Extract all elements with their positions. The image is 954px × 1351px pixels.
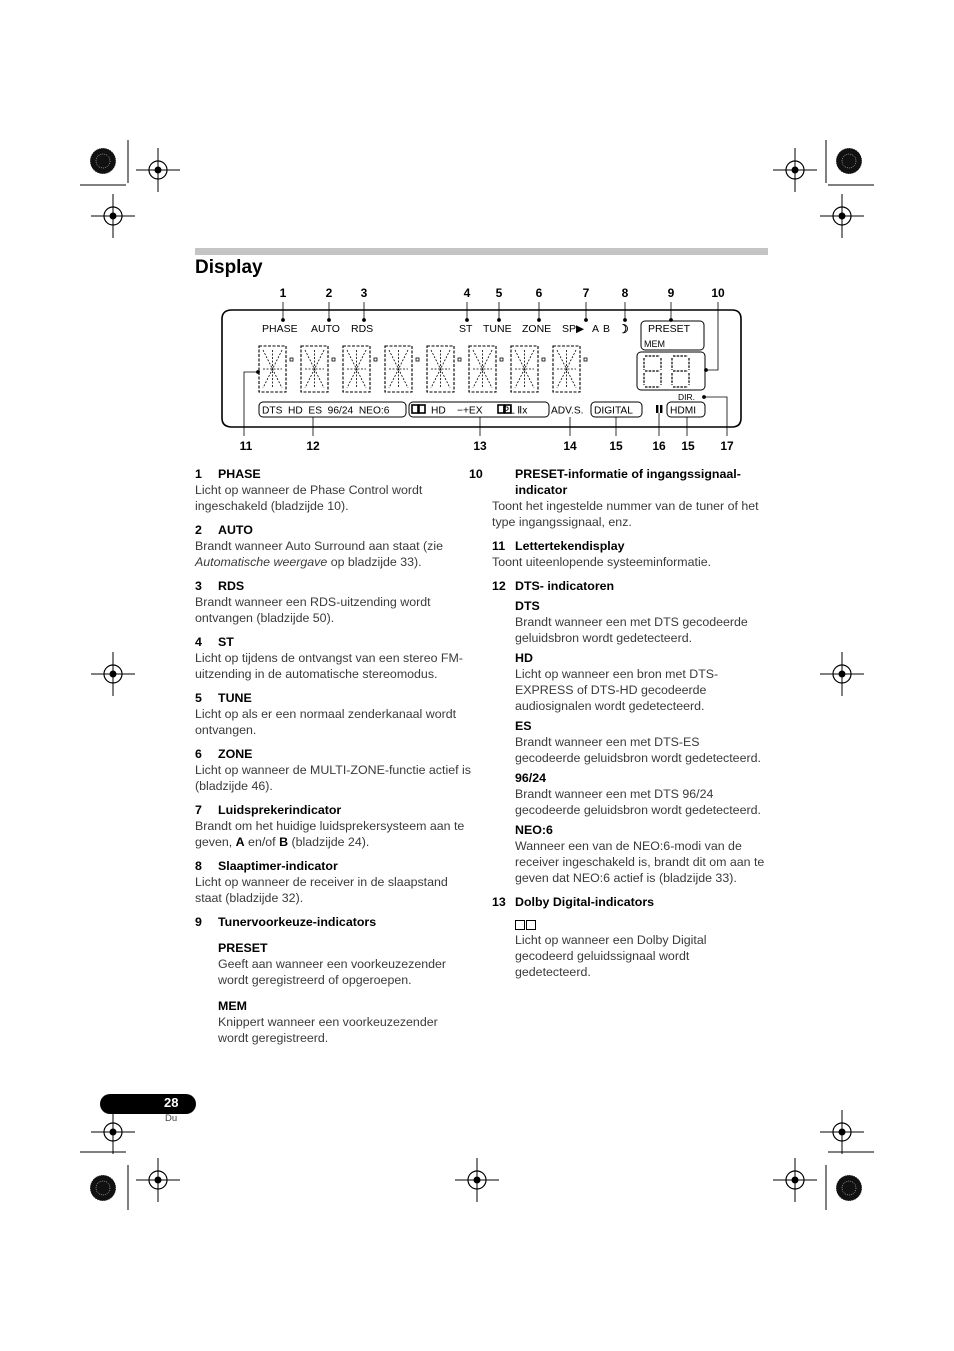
- item-number: 11: [492, 539, 506, 553]
- dolby-indicator-group: HD −+EX PL Ⅱx: [431, 405, 528, 417]
- callout-number: 13: [473, 439, 487, 453]
- sub-description: Licht op wanneer een bron met DTS-EXPRESS of DTS-HD gecodeerde audiosignalen wordt gedetecteerd.: [515, 667, 719, 713]
- desc-text: Brandt om het huidige luidsprekersysteem aan te geven,: [195, 819, 465, 849]
- item-description: Licht op wanneer de receiver in de slaapstand staat (bladzijde 32).: [195, 875, 448, 905]
- item-phase: [195, 466, 471, 514]
- callout-number: 8: [621, 286, 629, 300]
- character-display: [259, 346, 587, 392]
- item-rds: [195, 578, 471, 626]
- registration-cross-icon: [136, 1158, 180, 1202]
- sub-item-dolby: [515, 916, 768, 980]
- registration-cross-icon: [820, 652, 864, 696]
- desc-text: op bladzijde 33).: [327, 555, 422, 569]
- item-number: 2: [195, 523, 202, 537]
- callout-number: 4: [463, 286, 471, 300]
- item-dts-indicators: [492, 578, 768, 886]
- item-heading: Tunervoorkeuze-indicators: [218, 915, 377, 929]
- dir-indicator: DIR.: [678, 392, 695, 402]
- item-description: Licht op wanneer de MULTI-ZONE-functie actief is (bladzijde 46).: [195, 763, 471, 793]
- sub-heading: NEO:6: [515, 823, 553, 837]
- desc-reference: Automatische weergave: [195, 555, 328, 569]
- item-heading: AUTO: [218, 523, 253, 537]
- sub-description: Licht op wanneer een Dolby Digital gecodeerd geluidssignaal wordt gedetecteerd.: [515, 933, 707, 979]
- dolby-digital-icon: [515, 916, 768, 932]
- item-number: 9: [195, 915, 202, 929]
- digital-indicator: DIGITAL: [594, 405, 633, 417]
- sub-heading: HD: [515, 651, 533, 665]
- callout-number: 12: [306, 439, 320, 453]
- registration-cross-icon: [91, 652, 135, 696]
- callout-number: 6: [535, 286, 543, 300]
- sub-heading: PRESET: [218, 941, 268, 955]
- auto-indicator: AUTO: [311, 323, 340, 335]
- registration-cross-icon: [773, 1158, 817, 1202]
- callout-number: 1: [279, 286, 287, 300]
- item-heading: Dolby Digital-indicators: [515, 895, 655, 909]
- desc-bold: B: [279, 835, 289, 849]
- desc-text: Brandt wanneer Auto Surround aan staat (zie: [195, 539, 443, 553]
- sub-heading: DTS: [515, 599, 540, 613]
- item-heading: PHASE: [218, 467, 261, 481]
- tune-indicator: TUNE: [483, 323, 512, 335]
- adv-surround-indicator: ADV.S.: [551, 405, 584, 417]
- speaker-indicator: SP▶: [562, 323, 585, 335]
- callout-number: 16: [652, 439, 666, 453]
- sub-description: Brandt wanneer een met DTS gecodeerde geluidsbron wordt gedetecteerd.: [515, 615, 748, 645]
- callout-number: 2: [325, 286, 333, 300]
- segment-digit: [672, 356, 689, 387]
- item-sleep-timer: [195, 858, 471, 906]
- item-preset-info: [469, 466, 768, 530]
- registration-cross-icon: [820, 1110, 864, 1154]
- desc-text: en/of: [244, 835, 280, 849]
- item-description: [195, 818, 471, 850]
- callout-number: 10: [711, 286, 725, 300]
- speaker-b-indicator: B: [603, 323, 611, 335]
- callout-number: 17: [720, 439, 734, 453]
- item-tune: [195, 690, 471, 738]
- callout-number: 15: [609, 439, 623, 453]
- right-column: [469, 466, 768, 988]
- item-heading: ZONE: [218, 747, 253, 761]
- analog-attenuator-icon: [656, 405, 662, 413]
- item-heading: Slaaptimer-indicator: [218, 859, 338, 873]
- mem-indicator: MEM: [644, 339, 665, 349]
- registration-cross-icon: [91, 1110, 135, 1154]
- sub-description: Geeft aan wanneer een voorkeuzezender wordt geregistreerd of opgeroepen.: [218, 957, 447, 987]
- sub-item-preset: [218, 940, 471, 1046]
- item-number: 3: [195, 579, 202, 593]
- item-heading: ST: [218, 635, 234, 649]
- item-number: 1: [195, 467, 202, 481]
- callout-number: 3: [360, 286, 368, 300]
- phase-indicator: PHASE: [262, 323, 298, 335]
- sleep-timer-icon: ☽: [618, 322, 629, 336]
- segment-digit: [644, 356, 661, 387]
- item-dolby-indicators: [492, 894, 768, 980]
- sub-heading: MEM: [218, 999, 247, 1013]
- item-zone: [195, 746, 471, 794]
- item-character-display: [492, 538, 768, 570]
- item-heading: PRESET-informatie of ingangssignaal-indicator: [515, 467, 741, 497]
- item-number: 8: [195, 859, 202, 873]
- sub-items-dts: [515, 598, 768, 886]
- item-tuner-preset: [195, 914, 471, 1046]
- st-indicator: ST: [459, 323, 473, 335]
- sub-description: Brandt wanneer een met DTS 96/24 gecodeerde geluidsbron wordt gedetecteerd.: [515, 787, 761, 817]
- preset-info-display: [644, 356, 689, 387]
- left-column: [195, 466, 471, 1054]
- item-description: Toont uiteenlopende systeeminformatie.: [492, 555, 712, 569]
- desc-bold: A: [235, 835, 245, 849]
- callout-number: 14: [563, 439, 577, 453]
- sub-description: Wanneer een van de NEO:6-modi van de receiver ingeschakeld is, brandt dit om aan te geven dat NEO:6 actief is (bladzijde 33).: [515, 839, 765, 885]
- sub-description: Brandt wanneer een met DTS-ES gecodeerde geluidsbron wordt gedetecteerd.: [515, 735, 761, 765]
- sub-heading: ES: [515, 719, 532, 733]
- item-heading: Luidsprekerindicator: [218, 803, 342, 817]
- front-panel-display-diagram: [0, 0, 954, 460]
- speaker-a-indicator: A: [592, 323, 600, 335]
- zone-indicator: ZONE: [522, 323, 552, 335]
- registration-cross-icon: [455, 1158, 499, 1202]
- registration-star-icon: [90, 1175, 116, 1201]
- item-heading: DTS- indicatoren: [515, 579, 615, 593]
- registration-star-icon: [836, 1175, 862, 1201]
- callout-number: 11: [239, 439, 253, 453]
- item-number: 12: [492, 579, 506, 593]
- item-speaker-indicator: [195, 802, 471, 850]
- item-description: [195, 538, 471, 570]
- item-number: 10: [469, 467, 483, 481]
- desc-text: (bladzijde 24).: [288, 835, 370, 849]
- item-description: Licht op tijdens de ontvangst van een stereo FM-uitzending in de automatische stereomodus.: [195, 651, 463, 681]
- preset-indicator: PRESET: [648, 323, 691, 335]
- page-number-tab: [100, 1094, 196, 1114]
- section-title: Display: [195, 257, 263, 278]
- rds-indicator: RDS: [351, 323, 374, 335]
- item-number: 7: [195, 803, 202, 817]
- item-number: 13: [492, 895, 506, 909]
- sub-description: Knippert wanneer een voorkeuzezender wordt geregistreerd.: [218, 1015, 438, 1045]
- item-heading: Lettertekendisplay: [515, 539, 625, 553]
- dts-indicator-group: DTS HD ES 96/24 NEO:6: [262, 405, 390, 417]
- page-number: 28: [164, 1095, 179, 1110]
- item-heading: RDS: [218, 579, 245, 593]
- callout-number: 5: [495, 286, 503, 300]
- item-description: Licht op als er een normaal zenderkanaal wordt ontvangen.: [195, 707, 457, 737]
- language-code: Du: [165, 1113, 178, 1124]
- callout-number: 7: [582, 286, 590, 300]
- item-auto: [195, 522, 471, 570]
- item-number: 4: [195, 635, 202, 649]
- item-description: Toont het ingestelde nummer van de tuner of het type ingangssignaal, enz.: [492, 499, 759, 529]
- hdmi-indicator: HDMI: [670, 405, 697, 417]
- sub-heading: 96/24: [515, 771, 547, 785]
- item-description: Brandt wanneer een RDS-uitzending wordt ontvangen (bladzijde 50).: [195, 595, 431, 625]
- callout-number: 9: [667, 286, 675, 300]
- dolby-digital-icon: [412, 405, 425, 413]
- callout-number: 15: [681, 439, 695, 453]
- item-number: 6: [195, 747, 202, 761]
- item-st: [195, 634, 471, 682]
- item-description: Licht op wanneer de Phase Control wordt ingeschakeld (bladzijde 10).: [195, 483, 423, 513]
- item-number: 5: [195, 691, 202, 705]
- item-heading: TUNE: [218, 691, 252, 705]
